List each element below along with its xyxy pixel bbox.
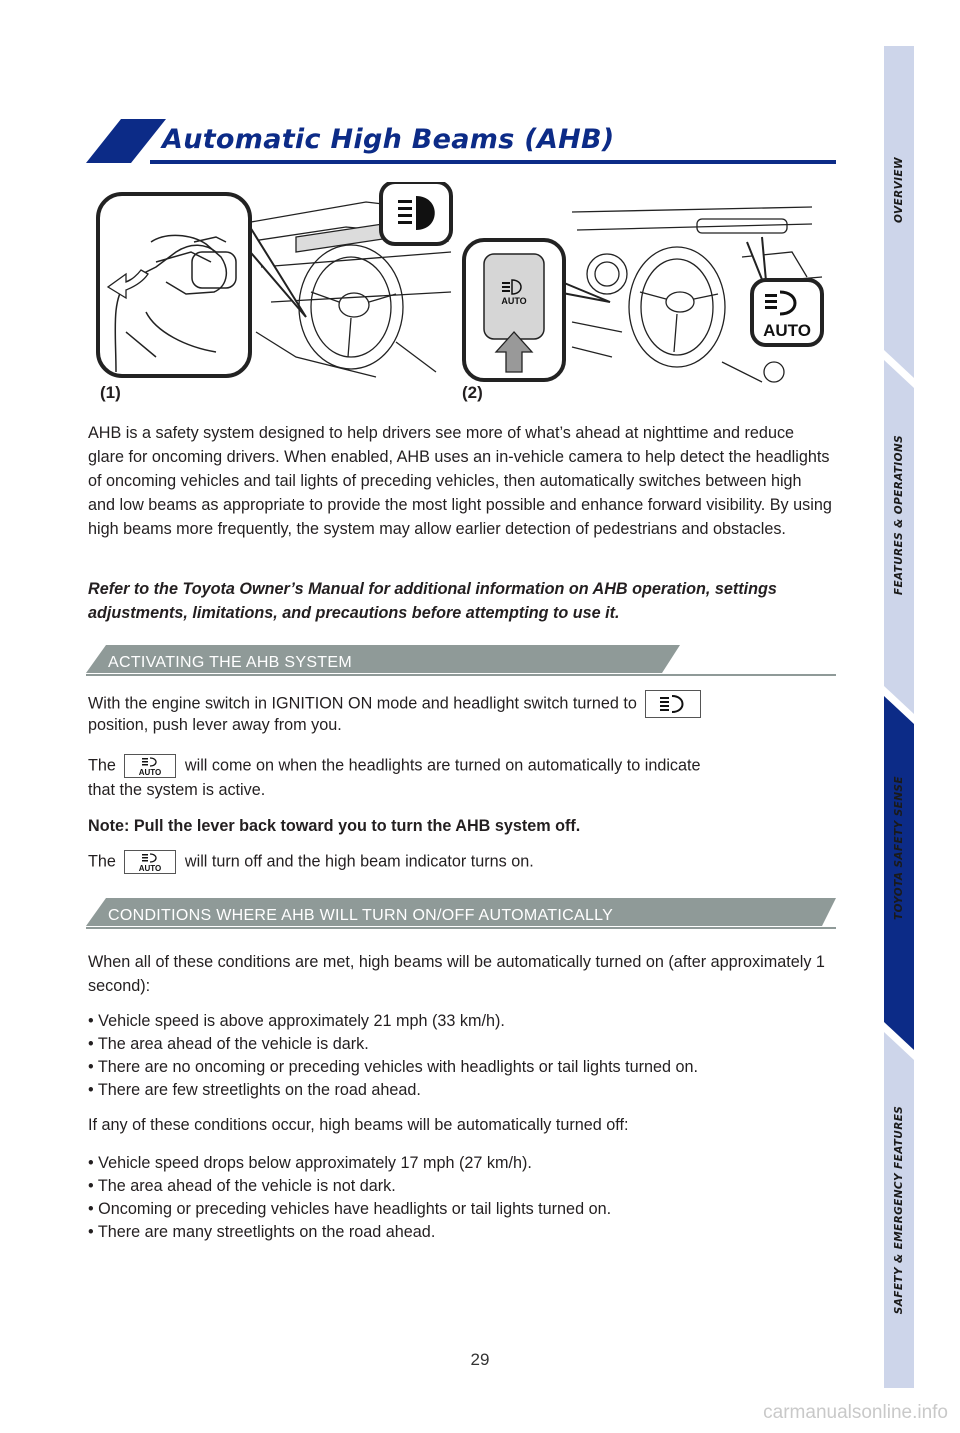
section-heading-conditions [86, 898, 838, 934]
watermark: carmanualsonline.info [763, 1402, 948, 1423]
refer-note: Refer to the Toyota Owner’s Manual for additional information on AHB operation, settings adjustments, limitations, and precautions before attempting to use it. [88, 580, 777, 622]
on-conditions-intro: When all of these conditions are met, high beams will be automatically turned on (after approximately 1 second): [88, 953, 825, 995]
indicator-line-1 [88, 754, 701, 778]
the-word-1: The [88, 756, 116, 775]
on-conditions-list [88, 1010, 698, 1102]
activate-text-1a: With the engine switch in IGNITION ON mode and headlight switch turned to [88, 694, 637, 713]
svg-text:AUTO: AUTO [139, 864, 162, 873]
activate-line-2: position, push lever away from you. [88, 716, 342, 734]
list-item: • The area ahead of the vehicle is not dark. [88, 1177, 396, 1195]
auto-indicator-icon [124, 850, 176, 874]
sidebar-label-features[interactable]: FEATURES & OPERATIONS [893, 434, 905, 596]
indicator-line-2: that the system is active. [88, 781, 266, 799]
list-item: • There are many streetlights on the road ahead. [88, 1223, 436, 1241]
svg-text:AUTO: AUTO [763, 321, 811, 340]
list-item: • There are few streetlights on the road ahead. [88, 1081, 421, 1099]
title-accent [86, 119, 166, 163]
sidebar-label-overview[interactable]: OVERVIEW [893, 157, 905, 223]
off-conditions-list [88, 1152, 611, 1244]
activate-line-1 [88, 690, 701, 718]
section-heading-activating [86, 645, 838, 681]
section-title-activating: ACTIVATING THE AHB SYSTEM [108, 654, 352, 671]
sidebar-label-safety-sense[interactable]: TOYOTA SAFETY SENSE [893, 776, 905, 920]
illustration-dashboard [462, 182, 832, 387]
list-item: • Vehicle speed drops below approximately 17 mph (27 km/h). [88, 1154, 532, 1172]
sidebar-label-emergency[interactable]: SAFETY & EMERGENCY FEATURES [893, 1105, 905, 1315]
svg-text:AUTO: AUTO [501, 296, 527, 306]
page-number: 29 [470, 1350, 490, 1369]
page-title: Automatic High Beams (AHB) [162, 124, 615, 155]
turn-off-line [88, 850, 534, 874]
list-item: • The area ahead of the vehicle is dark. [88, 1035, 369, 1053]
list-item: • Vehicle speed is above approximately 21 mph (33 km/h). [88, 1012, 505, 1030]
intro-paragraph: AHB is a safety system designed to help drivers see more of what’s ahead at nighttime and reduce glare for oncoming drivers. When enabled, AHB uses an in-vehicle camera to help detect the headlights of oncoming vehicles and tail lights of preceding vehicles, then automatically switches between high and low beams as appropriate to provide the most light possible and enhance forward visibility. By using high beams more frequently, the system may allow earlier detection of pedestrians and obstacles. [88, 424, 832, 538]
turn-off-text: will turn off and the high beam indicator turns on. [184, 852, 534, 871]
note-pull-lever: Note: Pull the lever back toward you to turn the AHB system off. [88, 817, 581, 835]
list-item: • Oncoming or preceding vehicles have headlights or tail lights turned on. [88, 1200, 612, 1218]
auto-indicator-icon [124, 754, 176, 778]
svg-text:AUTO: AUTO [139, 768, 162, 777]
section-title-conditions: CONDITIONS WHERE AHB WILL TURN ON/OFF AUTOMATICALLY [108, 907, 614, 924]
headlight-icon [645, 690, 701, 718]
indicator-text-2a: will come on when the headlights are turned on automatically to indicate [184, 756, 701, 775]
off-conditions-intro: If any of these conditions occur, high beams will be automatically turned off: [88, 1116, 629, 1134]
title-rule [150, 160, 836, 164]
figure-label-2: (2) [462, 383, 483, 402]
the-word-2: The [88, 852, 116, 871]
illustration-lever [96, 182, 456, 387]
list-item: • There are no oncoming or preceding vehicles with headlights or tail lights turned on. [88, 1058, 699, 1076]
figure-label-1: (1) [100, 383, 121, 402]
